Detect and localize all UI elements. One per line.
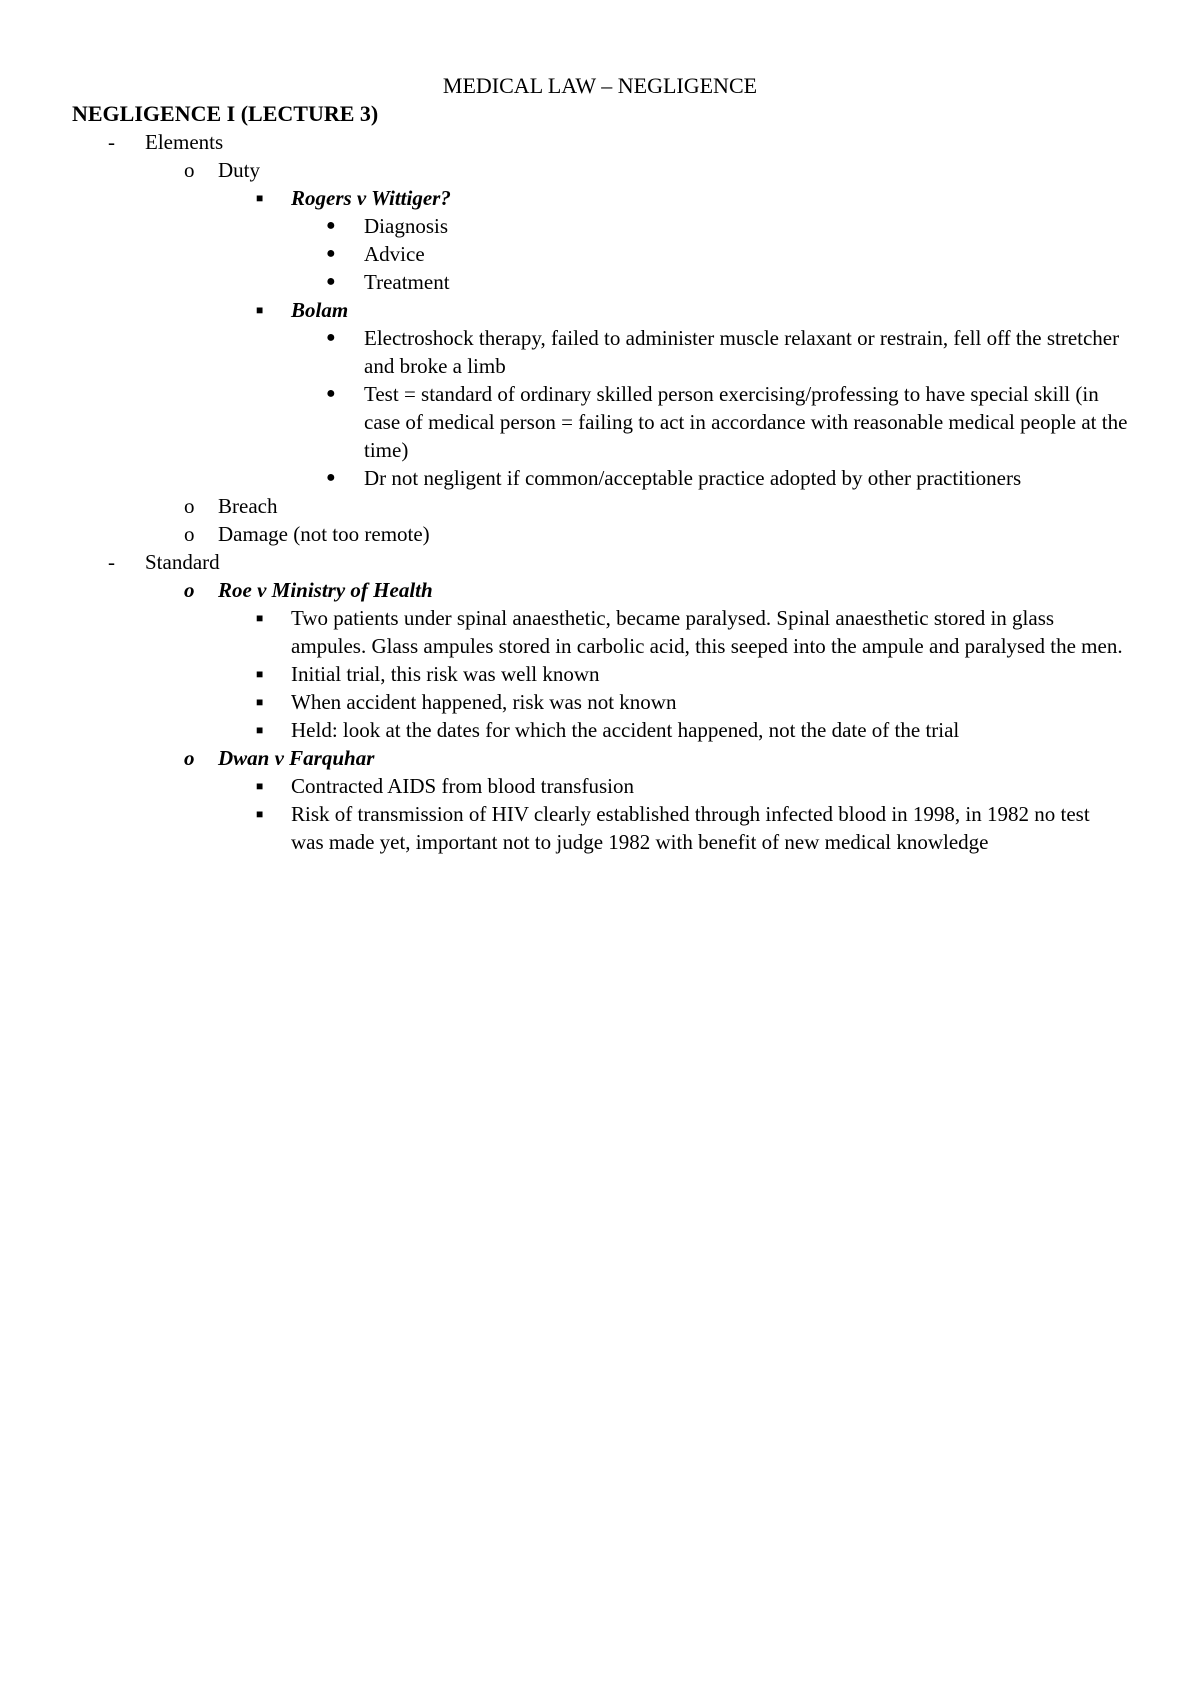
outline-item: [0, 772, 1200, 800]
outline-item: [0, 688, 1200, 716]
outline-item-text: Contracted AIDS from blood transfusion: [291, 774, 634, 798]
outline-item: [0, 184, 1200, 212]
outline-item: [0, 576, 1200, 604]
outline-item: [0, 604, 1200, 660]
outline-item: [0, 240, 1200, 268]
bullet-marker: o: [184, 578, 195, 602]
outline-item-text: Bolam: [291, 298, 349, 322]
outline-item: [0, 520, 1200, 548]
outline-item-text: Standard: [145, 550, 220, 574]
bullet-marker: ■: [256, 779, 264, 793]
outline-item-text: Two patients under spinal anaesthetic, became paralysed. Spinal anaesthetic stored in glass ampules. Glass ampules stored in carbolic acid, this seeped into the ampule and paralysed the men.: [291, 606, 1123, 658]
outline-item: [0, 156, 1200, 184]
section-heading: NEGLIGENCE I (LECTURE 3): [72, 101, 379, 126]
outline-item-text: Treatment: [364, 270, 450, 294]
bullet-marker: ●: [326, 385, 336, 402]
bullet-marker: ■: [256, 807, 264, 821]
bullet-marker: o: [184, 746, 195, 770]
outline-item-text: Held: look at the dates for which the accident happened, not the date of the trial: [291, 718, 960, 742]
bullet-marker: o: [184, 522, 195, 546]
outline-item: [0, 716, 1200, 744]
outline-item-text: When accident happened, risk was not known: [291, 690, 677, 714]
bullet-marker: ●: [326, 245, 336, 262]
outline-item-text: Elements: [145, 130, 224, 154]
outline-item-text: Breach: [218, 494, 278, 518]
outline-item-text: Dwan v Farquhar: [218, 746, 375, 770]
outline-item: [0, 128, 1200, 156]
outline-item-text: Test = standard of ordinary skilled person exercising/professing to have special skill (in case of medical person = failing to act in accordance with reasonable medical people at the time): [364, 382, 1128, 462]
outline-item-text: Duty: [218, 158, 260, 182]
outline-item-text: Initial trial, this risk was well known: [291, 662, 600, 686]
bullet-marker: ■: [256, 695, 264, 709]
outline-item: [0, 744, 1200, 772]
outline-item-text: Rogers v Wittiger?: [291, 186, 451, 210]
outline-item: [0, 800, 1200, 856]
document-title: MEDICAL LAW – NEGLIGENCE: [442, 73, 758, 98]
outline-item: [0, 464, 1200, 492]
outline-item: [0, 492, 1200, 520]
bullet-marker: ●: [326, 273, 336, 290]
outline-item: [0, 268, 1200, 296]
bullet-marker: ●: [326, 217, 336, 234]
outline-item: [0, 548, 1200, 576]
outline-item-text: Diagnosis: [364, 214, 448, 238]
outline-item-text: Risk of transmission of HIV clearly established through infected blood in 1998, in 1982 no test was made yet, important not to judge 1982 with benefit of new medical knowledge: [291, 802, 1090, 854]
bullet-marker: -: [108, 130, 115, 154]
outline-item: [0, 660, 1200, 688]
bullet-marker: o: [184, 158, 195, 182]
outline-item-text: Roe v Ministry of Health: [218, 578, 433, 602]
outline-item: [0, 296, 1200, 324]
outline-item-text: Electroshock therapy, failed to administer muscle relaxant or restrain, fell off the stretcher and broke a limb: [364, 326, 1120, 378]
outline-item: [0, 324, 1200, 380]
bullet-marker: ●: [326, 329, 336, 346]
bullet-marker: ■: [256, 723, 264, 737]
bullet-marker: ●: [326, 469, 336, 486]
outline-item-text: Damage (not too remote): [218, 522, 430, 546]
outline-item-text: Advice: [364, 242, 425, 266]
outline-list: [0, 128, 1200, 856]
bullet-marker: ■: [256, 191, 264, 205]
outline-item: [0, 380, 1200, 464]
outline-item-text: Dr not negligent if common/acceptable practice adopted by other practitioners: [364, 466, 1022, 490]
bullet-marker: o: [184, 494, 195, 518]
bullet-marker: ■: [256, 303, 264, 317]
bullet-marker: ■: [256, 667, 264, 681]
bullet-marker: ■: [256, 611, 264, 625]
outline-item: [0, 212, 1200, 240]
bullet-marker: -: [108, 550, 115, 574]
